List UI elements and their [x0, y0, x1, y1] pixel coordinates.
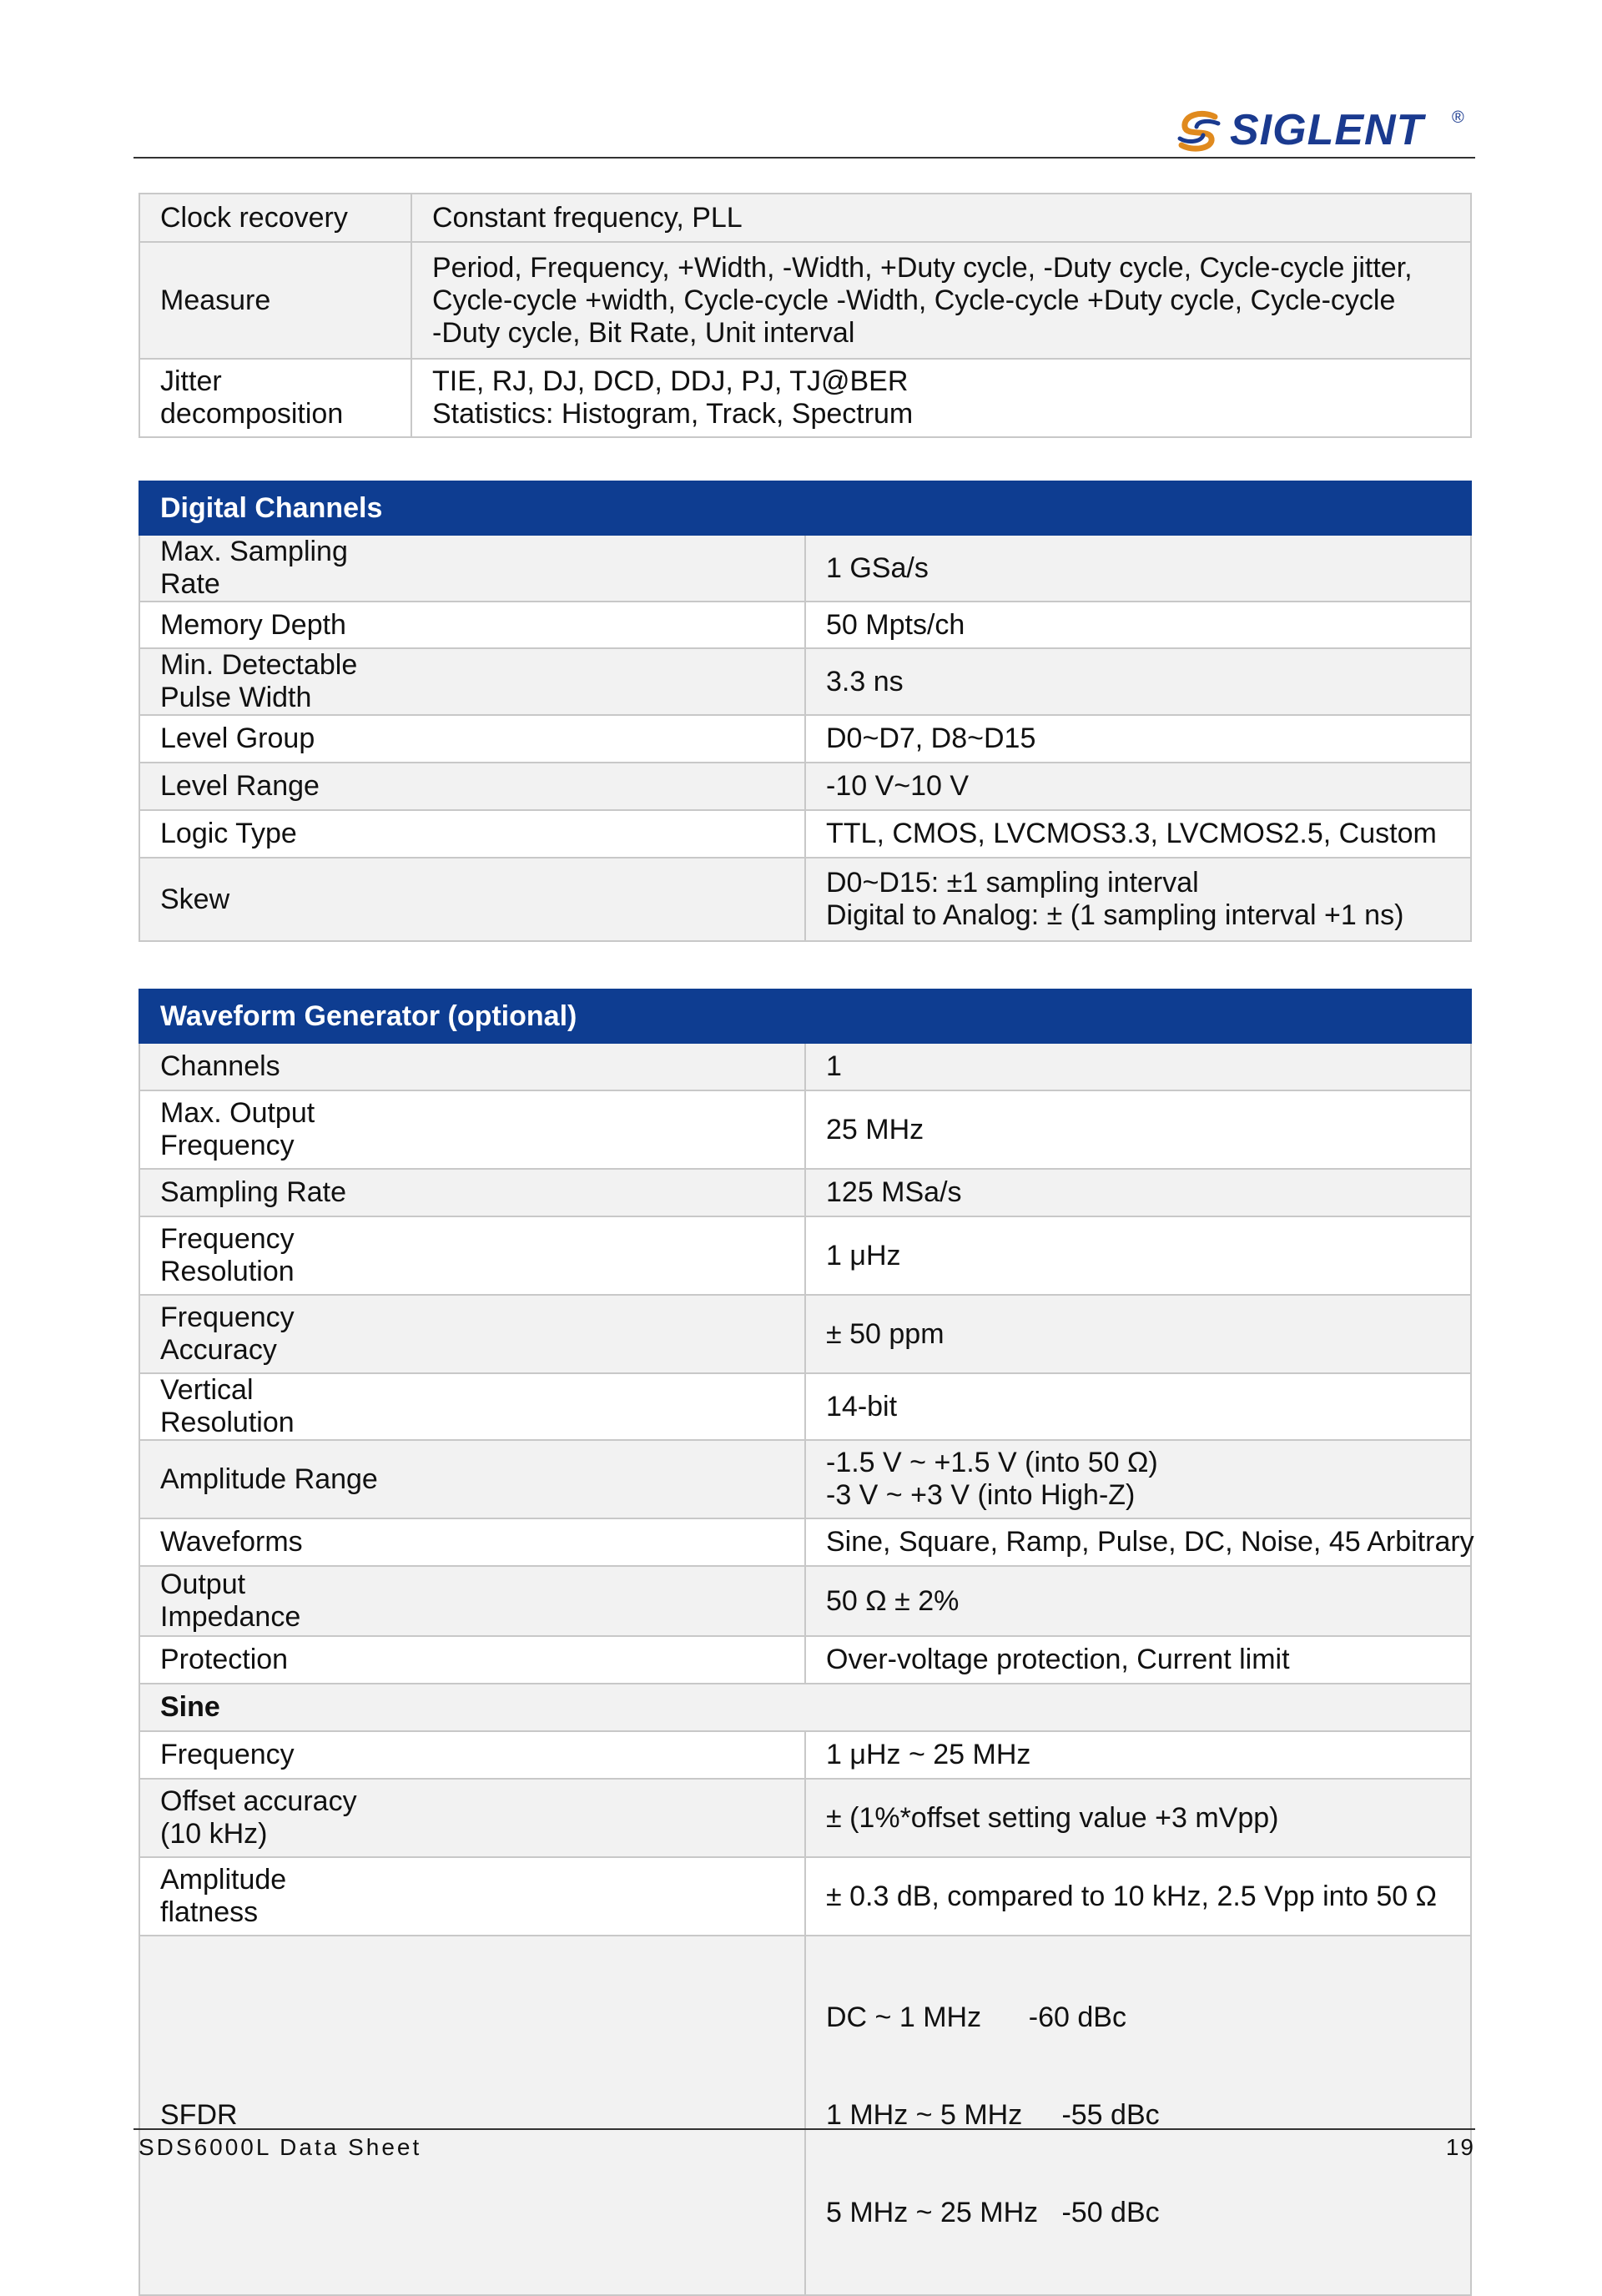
section-header: [139, 481, 1471, 535]
row-label: Logic Type: [139, 810, 805, 858]
table-row: [139, 1857, 1471, 1936]
label-line: Pulse Width: [160, 682, 312, 713]
row-label: Frequency: [139, 1731, 805, 1779]
table-row: [139, 1216, 1471, 1295]
row-label: [139, 1779, 805, 1857]
label-line: Rate: [160, 568, 220, 600]
table-row: [139, 242, 1471, 359]
label-line: Resolution: [160, 1256, 295, 1287]
siglent-swirl-icon: [1176, 108, 1223, 154]
value-line: -Duty cycle, Bit Rate, Unit interval: [432, 316, 855, 349]
label-line: Max. Output: [160, 1097, 315, 1129]
page-number: 19: [1445, 2134, 1475, 2160]
row-value: Sine, Square, Ramp, Pulse, DC, Noise, 45 Arbitrary: [805, 1518, 1471, 1566]
table-row: [139, 359, 1471, 437]
row-value: 50 Ω ± 2%: [805, 1566, 1471, 1636]
table-row: [139, 1731, 1471, 1779]
table-row: [139, 1440, 1471, 1518]
section-title: Digital Channels: [139, 481, 1471, 535]
row-label: Skew: [139, 858, 805, 941]
row-label: SFDR: [139, 1936, 805, 2295]
row-value: 1 μHz ~ 25 MHz: [805, 1731, 1471, 1779]
table-row: [139, 1779, 1471, 1857]
row-label: Protection: [139, 1636, 805, 1684]
label-line: Resolution: [160, 1407, 295, 1438]
row-value: [805, 858, 1471, 941]
row-value: 3.3 ns: [805, 648, 1471, 715]
row-label: [139, 359, 411, 437]
table-row: [139, 1636, 1471, 1684]
label-line: flatness: [160, 1896, 259, 1928]
row-label: Sampling Rate: [139, 1169, 805, 1216]
footer-rule: [134, 2128, 1475, 2130]
row-value: TTL, CMOS, LVCMOS3.3, LVCMOS2.5, Custom: [805, 810, 1471, 858]
table-row: [139, 1090, 1471, 1169]
row-label: [139, 1295, 805, 1373]
row-label: Level Group: [139, 715, 805, 763]
label-line: Jitter: [160, 365, 222, 397]
row-value: 1: [805, 1043, 1471, 1090]
table-row: [139, 810, 1471, 858]
row-value: ± 50 ppm: [805, 1295, 1471, 1373]
table-row: [139, 1936, 1471, 2295]
digital-channels-table: [139, 481, 1472, 942]
table-row: [139, 535, 1471, 602]
section-header: [139, 989, 1471, 1043]
label-line: Frequency: [160, 1223, 295, 1255]
table-row: [139, 648, 1471, 715]
row-label: Clock recovery: [139, 194, 411, 242]
row-value: 14-bit: [805, 1373, 1471, 1440]
row-label: [139, 1566, 805, 1636]
table-row: [139, 715, 1471, 763]
row-label: [139, 1857, 805, 1936]
label-line: Max. Sampling: [160, 536, 348, 567]
table-row: [139, 194, 1471, 242]
subsection-header: [139, 1684, 1471, 1731]
row-label: [139, 535, 805, 602]
row-label: [139, 1373, 805, 1440]
table-row: [139, 1373, 1471, 1440]
row-value: ± 0.3 dB, compared to 10 kHz, 2.5 Vpp into 50 Ω: [805, 1857, 1471, 1936]
table-row: [139, 1566, 1471, 1636]
label-line: Amplitude: [160, 1864, 287, 1896]
row-value: ± (1%*offset setting value +3 mVpp): [805, 1779, 1471, 1857]
value-line: Statistics: Histogram, Track, Spectrum: [432, 398, 914, 430]
label-line: Vertical: [160, 1374, 254, 1406]
row-label: Level Range: [139, 763, 805, 810]
row-value: D0~D7, D8~D15: [805, 715, 1471, 763]
row-value: Over-voltage protection, Current limit: [805, 1636, 1471, 1684]
value-line: -3 V ~ +3 V (into High-Z): [826, 1479, 1136, 1511]
value-line: TIE, RJ, DJ, DCD, DDJ, PJ, TJ@BER: [432, 365, 909, 397]
row-value: -10 V~10 V: [805, 763, 1471, 810]
label-line: Output: [160, 1568, 246, 1600]
section-title: Waveform Generator (optional): [139, 989, 1471, 1043]
header-rule: [134, 157, 1475, 159]
siglent-logo: [1176, 105, 1477, 155]
row-label: [139, 648, 805, 715]
table-row: [139, 1518, 1471, 1566]
row-value: [805, 1440, 1471, 1518]
row-label: Channels: [139, 1043, 805, 1090]
row-label: Amplitude Range: [139, 1440, 805, 1518]
value-line: 5 MHz ~ 25 MHz -50 dBc: [826, 2197, 1160, 2228]
label-line: Frequency: [160, 1130, 295, 1161]
label-line: decomposition: [160, 398, 344, 430]
label-line: Accuracy: [160, 1334, 277, 1366]
value-line: D0~D15: ±1 sampling interval: [826, 867, 1199, 899]
row-label: Waveforms: [139, 1518, 805, 1566]
value-line: Cycle-cycle +width, Cycle-cycle -Width, Cycle-cycle +Duty cycle, Cycle-cycle: [432, 284, 1396, 316]
jitter-analysis-table: [139, 193, 1472, 438]
row-value: [805, 1936, 1471, 2295]
table-row: [139, 1295, 1471, 1373]
row-value: [411, 242, 1471, 359]
row-label: [139, 1216, 805, 1295]
row-value: Constant frequency, PLL: [411, 194, 1471, 242]
row-label: [139, 1090, 805, 1169]
value-line: DC ~ 1 MHz -60 dBc: [826, 2001, 1126, 2033]
table-row: [139, 1169, 1471, 1216]
value-line: 1 MHz ~ 5 MHz -55 dBc: [826, 2099, 1160, 2131]
label-line: Min. Detectable: [160, 649, 358, 681]
row-label: Measure: [139, 242, 411, 359]
table-row: [139, 602, 1471, 648]
row-value: 1 μHz: [805, 1216, 1471, 1295]
row-value: 1 GSa/s: [805, 535, 1471, 602]
value-line: Period, Frequency, +Width, -Width, +Duty cycle, -Duty cycle, Cycle-cycle jitter,: [432, 251, 1413, 284]
value-line: -1.5 V ~ +1.5 V (into 50 Ω): [826, 1447, 1158, 1478]
value-line: Digital to Analog: ± (1 sampling interval +1 ns): [826, 899, 1404, 931]
row-label: Memory Depth: [139, 602, 805, 648]
table-row: [139, 763, 1471, 810]
table-row: [139, 1043, 1471, 1090]
label-line: (10 kHz): [160, 1818, 268, 1850]
row-value: 125 MSa/s: [805, 1169, 1471, 1216]
brand-name: SIGLENT: [1230, 106, 1424, 154]
subsection-title: Sine: [139, 1684, 1471, 1731]
registered-mark: ®: [1452, 108, 1464, 127]
document-title: SDS6000L Data Sheet: [139, 2134, 422, 2160]
row-value: [411, 359, 1471, 437]
label-line: Impedance: [160, 1601, 301, 1633]
row-value: 50 Mpts/ch: [805, 602, 1471, 648]
table-row: [139, 858, 1471, 941]
label-line: Offset accuracy: [160, 1785, 357, 1817]
label-line: Frequency: [160, 1302, 295, 1333]
row-value: 25 MHz: [805, 1090, 1471, 1169]
waveform-generator-table: [139, 989, 1472, 2296]
